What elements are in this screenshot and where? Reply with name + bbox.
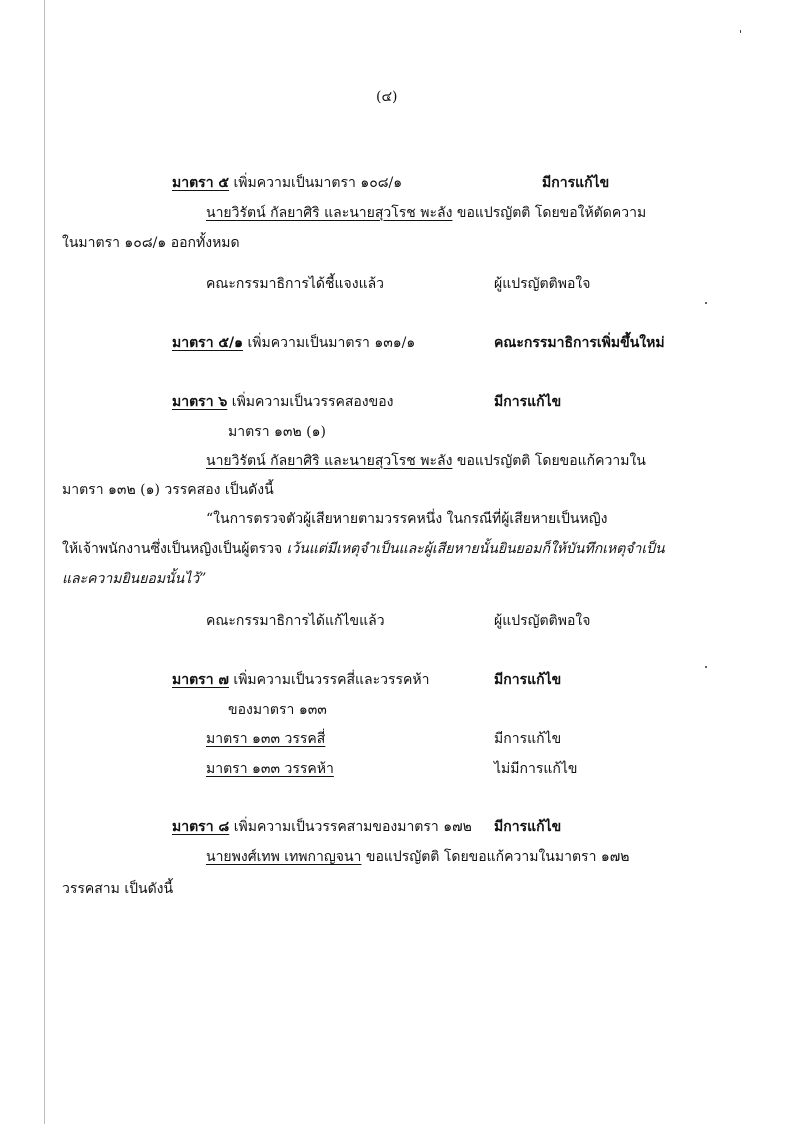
section-7-sub-2: มาตรา ๑๓๓ วรรคห้า: [206, 761, 334, 777]
page-number: (๔): [376, 89, 398, 105]
section-6-desc-cont: มาตรา ๑๓๒ (๑): [228, 424, 326, 440]
scan-margin-line: [44, 0, 45, 1124]
scan-speck: [705, 666, 707, 668]
section-5-1-label: มาตรา ๕/๑: [172, 335, 244, 351]
section-7-label: มาตรา ๗: [172, 672, 229, 688]
scan-speck: [740, 30, 741, 33]
section-6-status: มีการแก้ไข: [494, 394, 562, 410]
section-6-desc: เพิ่มความเป็นวรรคสองของ: [231, 394, 394, 410]
section-6-quote-line-1: “ในการตรวจตัวผู้เสียหายตามวรรคหนึ่ง ในกรณีที่ผู้เสียหายเป็นหญิง: [206, 511, 608, 527]
section-5-1-desc: เพิ่มความเป็นมาตรา ๑๓๑/๑: [247, 335, 416, 351]
section-7-desc: เพิ่มความเป็นวรรคสี่และวรรคห้า: [233, 672, 430, 688]
section-5-status: มีการแก้ไข: [542, 175, 610, 191]
section-6-result: ผู้แปรญัตติพอใจ: [494, 613, 591, 629]
section-8-status: มีการแก้ไข: [494, 819, 562, 835]
section-5-label: มาตรา ๕: [172, 175, 230, 191]
section-8-label: มาตรา ๘: [172, 819, 230, 835]
section-7-status: มีการแก้ไข: [494, 672, 562, 688]
section-6-label: มาตรา ๖: [172, 394, 228, 410]
section-5-proposal-cont: ในมาตรา ๑๐๘/๑ ออกทั้งหมด: [62, 235, 240, 251]
section-5-proposer: นายวิรัตน์ กัลยาศิริ และนายสุวโรช พะลัง: [206, 205, 453, 221]
section-7-desc-cont: ของมาตรา ๑๓๓: [228, 702, 327, 718]
section-7-sub-1: มาตรา ๑๓๓ วรรคสี่: [206, 731, 326, 747]
section-6-quote-line-3: และความยินยอมนั้นไว้”: [62, 571, 207, 587]
section-7-sub-1-status: มีการแก้ไข: [494, 731, 562, 747]
section-8-desc: เพิ่มความเป็นวรรคสามของมาตรา ๑๗๒: [233, 819, 472, 835]
section-6-proposal: ขอแปรญัตติ โดยขอแก้ความใน: [456, 453, 646, 469]
section-6-committee: คณะกรรมาธิการได้แก้ไขแล้ว: [206, 613, 385, 629]
section-8-proposer: นายพงศ์เทพ เทพกาญจนา: [206, 849, 362, 865]
section-5-result: ผู้แปรญัตติพอใจ: [494, 276, 591, 292]
section-8-proposal: ขอแปรญัตติ โดยขอแก้ความในมาตรา ๑๗๒: [365, 849, 630, 865]
section-5-desc: เพิ่มความเป็นมาตรา ๑๐๘/๑: [233, 175, 403, 191]
section-6-proposer: นายวิรัตน์ กัลยาศิริ และนายสุวโรช พะลัง: [206, 453, 453, 469]
section-8-proposal-cont: วรรคสาม เป็นดังนี้: [62, 881, 174, 897]
section-6-proposal-cont: มาตรา ๑๓๒ (๑) วรรคสอง เป็นดังนี้: [62, 482, 274, 498]
section-5-proposal: ขอแปรญัตติ โดยขอให้ตัดความ: [456, 205, 647, 221]
scan-speck: [705, 302, 707, 304]
section-6-quote-line-2a: ให้เจ้าพนักงานซึ่งเป็นหญิงเป็นผู้ตรวจ: [62, 541, 283, 557]
section-6-quote-line-2b: เว้นแต่มีเหตุจำเป็นและผู้เสียหายนั้นยินยอมก็ให้บันทึกเหตุจำเป็น: [286, 541, 665, 557]
section-7-sub-2-status: ไม่มีการแก้ไข: [494, 761, 578, 777]
section-5-committee: คณะกรรมาธิการได้ชี้แจงแล้ว: [206, 276, 385, 292]
section-5-1-status: คณะกรรมาธิการเพิ่มขึ้นใหม่: [494, 335, 665, 351]
